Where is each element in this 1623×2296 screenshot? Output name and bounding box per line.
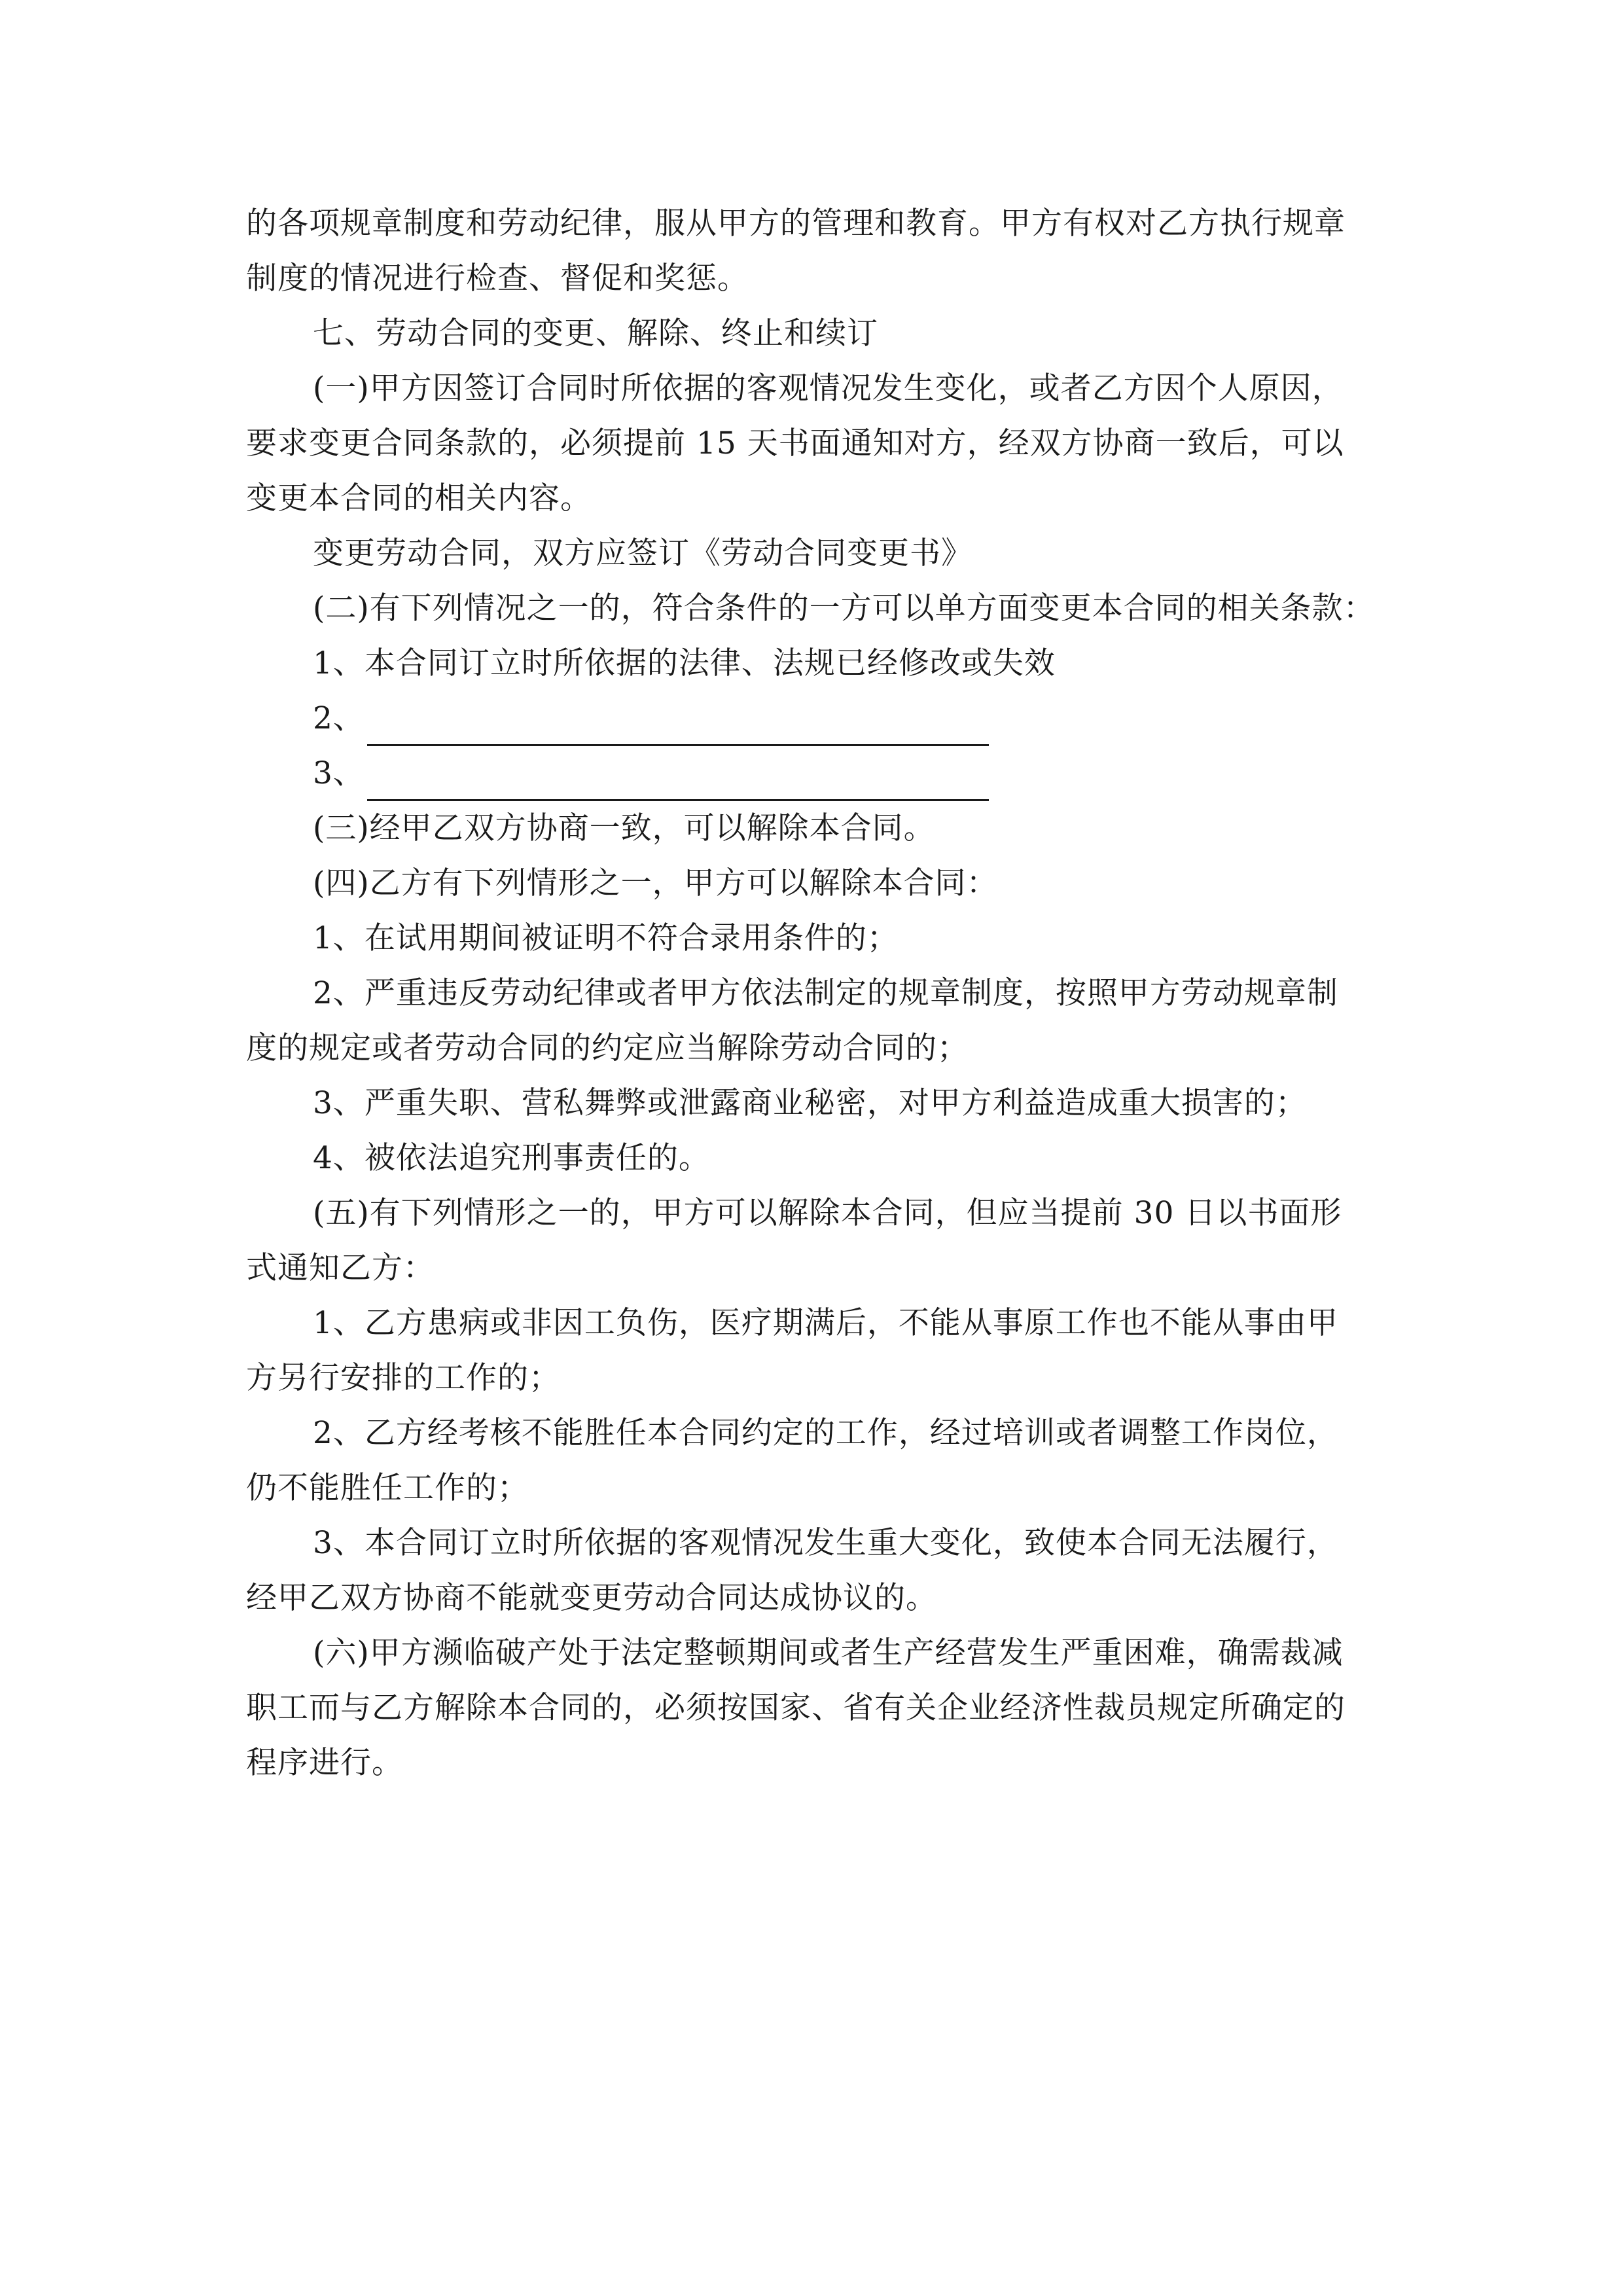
paragraph-line: 职工而与乙方解除本合同的，必须按国家、省有关企业经济性裁员规定所确定的 — [246, 1690, 1346, 1726]
paragraph-line: 制度的情况进行检查、督促和奖惩。 — [246, 260, 749, 296]
fill-in-blank-line — [367, 764, 989, 801]
list-item-number: 3、 — [313, 755, 365, 791]
paragraph-line: (一)甲方因签订合同时所依据的客观情况发生变化，或者乙方因个人原因， — [313, 370, 1344, 406]
paragraph-line: 仍不能胜任工作的； — [246, 1470, 529, 1506]
paragraph-line: 度的规定或者劳动合同的约定应当解除劳动合同的； — [246, 1030, 969, 1066]
list-item: 1、在试用期间被证明不符合录用条件的； — [313, 920, 899, 956]
contract-body — [246, 196, 1398, 1791]
paragraph-line: 的各项规章制度和劳动纪律，服从甲方的管理和教育。甲方有权对乙方执行规章 — [246, 206, 1346, 242]
paragraph-line: (二)有下列情况之一的，符合条件的一方可以单方面变更本合同的相关条款： — [313, 590, 1375, 626]
list-item: 1、本合同订立时所依据的法律、法规已经修改或失效 — [313, 645, 1056, 681]
list-item: 2、乙方经考核不能胜任本合同约定的工作，经过培训或者调整工作岗位， — [313, 1415, 1338, 1451]
list-item-blank — [246, 746, 1398, 801]
paragraph-line: 要求变更合同条款的，必须提前 15 天书面通知对方，经双方协商一致后，可以 — [246, 425, 1344, 461]
list-item: 4、被依法追究刑事责任的。 — [313, 1140, 710, 1176]
paragraph-line: (四)乙方有下列情形之一，甲方可以解除本合同： — [313, 865, 998, 901]
list-item: 3、严重失职、营私舞弊或泄露商业秘密，对甲方利益造成重大损害的； — [313, 1085, 1307, 1121]
paragraph-line: (五)有下列情形之一的，甲方可以解除本合同，但应当提前 30 日以书面形 — [313, 1195, 1342, 1231]
paragraph-line: 式通知乙方： — [246, 1250, 435, 1286]
paragraph-line: 方另行安排的工作的； — [246, 1360, 560, 1396]
fill-in-blank-line — [367, 709, 989, 746]
paragraph-line: (三)经甲乙双方协商一致，可以解除本合同。 — [313, 810, 935, 846]
list-item: 2、严重违反劳动纪律或者甲方依法制定的规章制度，按照甲方劳动规章制 — [313, 975, 1338, 1011]
paragraph-line: 程序进行。 — [246, 1745, 403, 1781]
list-item: 1、乙方患病或非因工负伤，医疗期满后，不能从事原工作也不能从事由甲 — [313, 1305, 1338, 1341]
paragraph-line: 经甲乙双方协商不能就变更劳动合同达成协议的。 — [246, 1580, 937, 1616]
list-item-number: 2、 — [313, 700, 365, 736]
list-item-blank — [246, 691, 1398, 746]
paragraph-line: 变更劳动合同，双方应签订《劳动合同变更书》 — [313, 535, 972, 571]
paragraph-line: (六)甲方濒临破产处于法定整顿期间或者生产经营发生严重困难，确需裁减 — [313, 1635, 1344, 1671]
section-heading: 七、劳动合同的变更、解除、终止和续订 — [313, 315, 878, 351]
paragraph-line: 变更本合同的相关内容。 — [246, 480, 592, 516]
list-item: 3、本合同订立时所依据的客观情况发生重大变化，致使本合同无法履行， — [313, 1525, 1338, 1561]
